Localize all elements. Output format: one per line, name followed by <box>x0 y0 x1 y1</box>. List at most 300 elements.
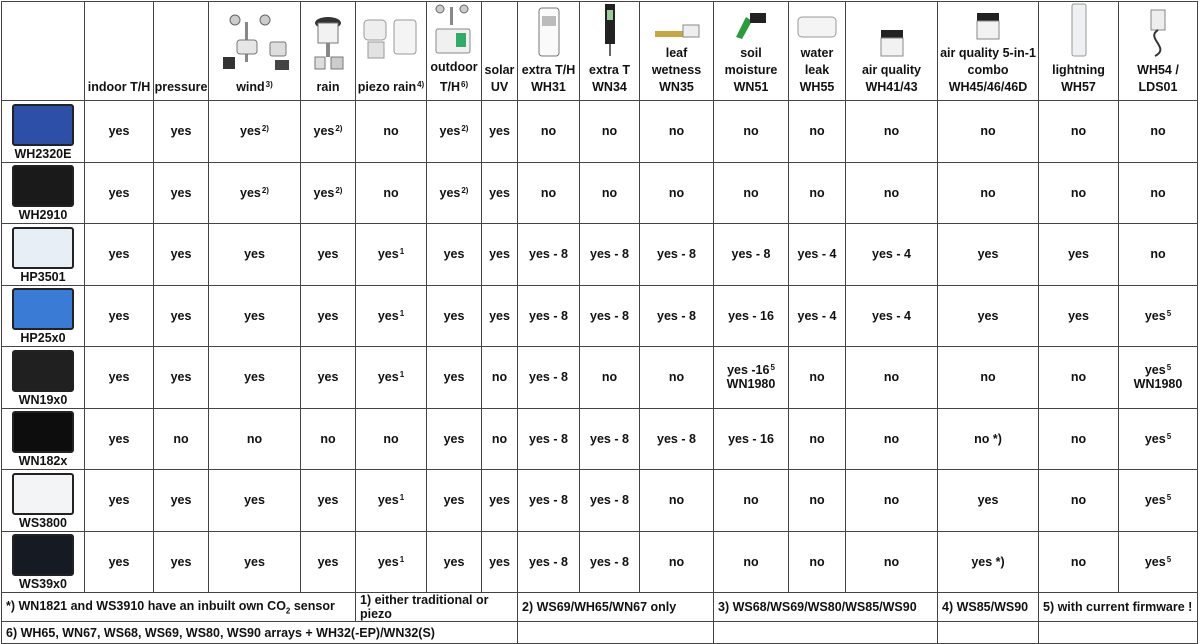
col-indoor-th: indoor T/H <box>85 2 154 101</box>
footnote-4: 4) WS85/WS90 <box>938 593 1039 622</box>
support-value: no <box>809 431 825 446</box>
outdoor-th-image <box>430 3 478 55</box>
product-name: WH2320E <box>14 146 72 161</box>
support-cell <box>789 470 846 532</box>
support-value: yes <box>1144 554 1166 569</box>
support-value: no <box>383 124 399 139</box>
support-value: no <box>980 124 996 139</box>
footnote-empty-a <box>518 622 714 644</box>
support-value: yes <box>313 185 335 200</box>
support-cell <box>580 347 640 409</box>
product-name: WS39x0 <box>19 577 67 591</box>
support-value: no <box>601 124 618 139</box>
support-cell <box>789 101 846 163</box>
support-cell <box>518 101 580 163</box>
support-cell <box>85 224 154 286</box>
footnote-ref: 5 <box>1166 554 1172 564</box>
wn34-image <box>602 2 618 58</box>
support-value: yes <box>108 431 130 446</box>
support-cell <box>1119 101 1198 163</box>
support-value: no <box>1070 554 1087 569</box>
col-wh31: extra T/H WH31 <box>518 2 580 101</box>
support-value: yes - 8 <box>529 370 568 385</box>
support-value: yes <box>377 370 399 385</box>
col-wn35: leaf wetness WN35 <box>640 2 714 101</box>
support-value: yes <box>240 185 261 200</box>
support-cell <box>85 101 154 163</box>
product-name: HP25x0 <box>20 331 66 345</box>
table-row <box>2 101 1198 163</box>
support-cell <box>482 285 518 347</box>
col-wn51: soil moisture WN51 <box>714 2 789 101</box>
support-value: no <box>883 370 900 385</box>
footnote-5: 5) with current firmware ! <box>1039 593 1198 622</box>
support-value: yes <box>377 308 399 323</box>
support-cell <box>938 285 1039 347</box>
support-cell <box>1119 531 1198 593</box>
support-value: yes - 16 <box>728 308 774 323</box>
support-value: yes - 8 <box>590 554 629 569</box>
support-value: yes <box>377 493 399 508</box>
support-value: yes <box>170 493 192 508</box>
support-value: yes <box>1144 493 1166 508</box>
support-value: no <box>1070 370 1087 385</box>
support-cell <box>518 531 580 593</box>
support-value: no <box>540 124 557 139</box>
support-cell <box>518 162 580 224</box>
support-value: yes <box>108 247 130 262</box>
support-cell <box>938 101 1039 163</box>
support-value: yes <box>1144 363 1166 378</box>
support-value: yes <box>443 308 465 323</box>
support-value: yes <box>108 308 130 323</box>
support-value: yes <box>317 247 339 262</box>
support-cell <box>427 408 482 470</box>
support-value: yes <box>443 554 465 569</box>
support-value: no <box>668 370 685 385</box>
support-cell <box>714 162 789 224</box>
support-cell <box>85 285 154 347</box>
product-cell <box>2 101 85 163</box>
support-value: yes <box>1144 431 1166 446</box>
support-value: no <box>883 124 900 139</box>
support-cell <box>356 408 427 470</box>
support-value: no <box>491 431 508 446</box>
support-cell <box>301 101 356 163</box>
support-cell <box>427 285 482 347</box>
support-value: yes - 8 <box>590 431 629 446</box>
support-value: yes <box>108 554 130 569</box>
wn35-image <box>653 21 701 41</box>
support-value: no <box>809 185 825 200</box>
footnote-empty-c <box>938 622 1039 644</box>
product-cell <box>2 531 85 593</box>
support-value: yes - 4 <box>872 247 911 262</box>
support-cell <box>154 224 209 286</box>
support-value: yes <box>439 124 461 139</box>
support-cell <box>154 101 209 163</box>
support-cell <box>209 408 301 470</box>
support-cell <box>1039 531 1119 593</box>
console-image <box>12 165 74 207</box>
support-cell <box>154 347 209 409</box>
support-cell <box>154 285 209 347</box>
support-cell <box>789 285 846 347</box>
table-row <box>2 531 1198 593</box>
support-value: no <box>668 124 685 139</box>
support-cell <box>356 347 427 409</box>
support-cell <box>846 347 938 409</box>
table-row <box>2 224 1198 286</box>
support-value: no <box>668 185 685 200</box>
support-value: no <box>540 185 557 200</box>
support-value: yes <box>244 554 265 569</box>
support-value: no <box>743 493 759 508</box>
piezo-sensor-image <box>358 14 424 72</box>
support-cell <box>209 101 301 163</box>
support-value: yes - 8 <box>657 431 696 446</box>
support-cell <box>154 531 209 593</box>
support-cell <box>427 224 482 286</box>
support-cell <box>209 285 301 347</box>
support-value: no <box>883 554 900 569</box>
col-outdoor-th: outdoor $T/H^{6)}$ <box>427 2 482 101</box>
support-cell <box>209 470 301 532</box>
support-value: yes - 8 <box>657 247 696 262</box>
support-value: no <box>743 554 759 569</box>
support-cell <box>938 470 1039 532</box>
footnote-ref: 5 <box>1166 431 1172 441</box>
support-cell <box>482 347 518 409</box>
support-cell <box>846 101 938 163</box>
support-cell <box>301 531 356 593</box>
support-cell <box>580 285 640 347</box>
support-cell <box>427 470 482 532</box>
support-cell <box>846 408 938 470</box>
support-cell <box>714 101 789 163</box>
corner-cell <box>2 2 85 101</box>
support-cell <box>938 224 1039 286</box>
header-row <box>2 2 1198 101</box>
support-value: no <box>809 554 825 569</box>
footnote-3: 3) WS68/WS69/WS80/WS85/WS90 <box>714 593 938 622</box>
support-cell <box>1119 347 1198 409</box>
console-image <box>12 227 74 269</box>
support-value: yes <box>977 247 999 262</box>
support-cell <box>1119 470 1198 532</box>
product-cell <box>2 285 85 347</box>
support-cell <box>846 224 938 286</box>
support-cell <box>154 408 209 470</box>
table-row <box>2 162 1198 224</box>
support-value: no *) <box>974 431 1002 446</box>
support-value: yes <box>244 247 265 262</box>
footnote-ref: 5 <box>1166 308 1172 318</box>
support-value: no <box>320 431 336 446</box>
support-value: yes <box>489 308 510 323</box>
support-cell <box>580 101 640 163</box>
support-cell <box>640 347 714 409</box>
support-value: yes - 4 <box>797 247 837 262</box>
support-cell <box>789 162 846 224</box>
footnote-ref: 5 <box>770 363 775 373</box>
compatibility-table <box>1 1 1198 644</box>
support-cell <box>580 162 640 224</box>
support-value: yes - 8 <box>529 554 568 569</box>
console-image <box>12 534 74 576</box>
footnote-empty-d <box>1039 622 1198 644</box>
support-value: yes <box>170 370 192 385</box>
support-value: yes <box>439 185 461 200</box>
table-row <box>2 408 1198 470</box>
support-value: yes <box>313 124 335 139</box>
support-value: yes <box>377 247 399 262</box>
support-cell <box>1119 285 1198 347</box>
support-value: yes - 8 <box>529 493 568 508</box>
support-cell <box>154 162 209 224</box>
support-cell <box>518 347 580 409</box>
support-value: yes *) <box>971 554 1005 569</box>
support-cell <box>938 162 1039 224</box>
support-cell <box>714 470 789 532</box>
support-value: no <box>1070 124 1087 139</box>
support-value: yes <box>1068 247 1089 262</box>
support-cell <box>714 347 789 409</box>
support-cell <box>1119 408 1198 470</box>
support-value: no <box>809 493 825 508</box>
footnote-ref: 2) <box>261 185 269 195</box>
product-cell <box>2 162 85 224</box>
support-value: yes <box>317 370 339 385</box>
support-value: no <box>809 370 825 385</box>
col-wind: wind$^{3)}$ <box>209 2 301 101</box>
footnote-star: *) WN1821 and WS3910 have an inbuilt own $CO_2$ sensor <box>2 593 356 622</box>
footnote-empty-b <box>714 622 938 644</box>
wh41-image <box>877 28 907 58</box>
support-cell <box>640 408 714 470</box>
support-value: no <box>1070 185 1087 200</box>
table-row <box>2 347 1198 409</box>
support-value: yes - 8 <box>529 431 568 446</box>
support-cell <box>154 470 209 532</box>
support-cell <box>846 285 938 347</box>
support-value: no <box>246 431 263 446</box>
support-cell <box>846 470 938 532</box>
support-cell <box>482 531 518 593</box>
footnote-ref: 2) <box>261 124 269 134</box>
wh54-image <box>1141 8 1175 58</box>
support-cell <box>518 224 580 286</box>
support-cell <box>1039 408 1119 470</box>
support-cell <box>640 470 714 532</box>
support-value: yes <box>244 308 265 323</box>
support-cell <box>301 347 356 409</box>
support-value: no <box>383 431 399 446</box>
support-cell <box>482 224 518 286</box>
support-cell <box>85 408 154 470</box>
support-value: yes <box>377 554 399 569</box>
support-value: no <box>1070 431 1087 446</box>
col-piezo-rain: piezo rain$^{4)}$ <box>356 2 427 101</box>
support-cell <box>938 347 1039 409</box>
support-cell <box>1119 162 1198 224</box>
product-name: WN19x0 <box>18 392 68 407</box>
support-value: no <box>1150 247 1166 262</box>
footnote-row-2 <box>2 622 1198 644</box>
support-value: yes <box>170 554 192 569</box>
footnote-ref: 2) <box>461 185 469 195</box>
footnote-ref: 1 <box>399 493 405 503</box>
support-cell <box>427 531 482 593</box>
support-value: yes - 4 <box>797 308 837 323</box>
support-cell <box>356 470 427 532</box>
support-cell <box>85 470 154 532</box>
support-value: yes <box>443 493 465 508</box>
footnote-ref: 5 <box>1166 493 1172 503</box>
product-cell <box>2 408 85 470</box>
support-cell <box>789 224 846 286</box>
support-cell <box>1039 470 1119 532</box>
support-value: yes <box>489 493 510 508</box>
support-value: no <box>668 493 685 508</box>
support-cell <box>846 531 938 593</box>
support-cell <box>714 531 789 593</box>
product-name: WH2910 <box>18 208 68 222</box>
support-cell <box>209 162 301 224</box>
support-value: yes - 8 <box>657 308 696 323</box>
support-cell <box>301 408 356 470</box>
support-value: yes <box>317 308 339 323</box>
col-solar-uv: solar UV <box>482 2 518 101</box>
support-value: no <box>383 185 399 200</box>
support-cell <box>846 162 938 224</box>
support-value: yes <box>489 185 510 200</box>
wh45-image <box>973 11 1003 41</box>
col-wh45: air quality 5-in-1 combo WH45/46/46D <box>938 2 1039 101</box>
support-value: no <box>883 185 900 200</box>
support-value: no <box>1070 493 1087 508</box>
support-cell <box>301 470 356 532</box>
support-cell <box>640 162 714 224</box>
support-cell <box>1039 347 1119 409</box>
support-cell <box>356 162 427 224</box>
support-cell <box>1039 224 1119 286</box>
support-cell <box>209 224 301 286</box>
support-cell <box>580 531 640 593</box>
support-value: yes - 4 <box>872 308 911 323</box>
support-value: yes <box>170 247 192 262</box>
support-value: yes - 8 <box>529 247 568 262</box>
support-cell <box>1039 162 1119 224</box>
support-cell <box>427 162 482 224</box>
support-value: no <box>1150 124 1166 139</box>
footnote-ref: 2) <box>461 124 469 134</box>
support-value: yes - 8 <box>590 493 629 508</box>
support-cell <box>640 224 714 286</box>
col-wh57: lightning WH57 <box>1039 2 1119 101</box>
footnote-ref: 1 <box>399 247 405 257</box>
support-value: yes <box>108 185 130 200</box>
product-cell <box>2 224 85 286</box>
footnote-2: 2) WS69/WH65/WN67 only <box>518 593 714 622</box>
support-cell <box>518 285 580 347</box>
support-cell <box>427 347 482 409</box>
support-value: yes <box>244 493 265 508</box>
footnote-row-1 <box>2 593 1198 622</box>
support-value: no <box>601 185 618 200</box>
support-value: yes -16 <box>727 363 770 378</box>
console-image <box>12 411 74 453</box>
support-cell <box>85 347 154 409</box>
support-value: no <box>668 554 685 569</box>
support-value: yes <box>108 493 130 508</box>
support-value: yes - 8 <box>590 308 629 323</box>
col-wn34: extra T WN34 <box>580 2 640 101</box>
support-value: no <box>809 124 825 139</box>
col-wh41: air quality WH41/43 <box>846 2 938 101</box>
support-cell <box>482 408 518 470</box>
support-cell <box>301 285 356 347</box>
support-value: yes <box>977 493 999 508</box>
support-value: yes - 8 <box>590 247 629 262</box>
support-value: no <box>1150 185 1166 200</box>
support-cell <box>427 101 482 163</box>
support-value: no <box>883 431 900 446</box>
table-row <box>2 470 1198 532</box>
support-value: yes <box>317 493 339 508</box>
support-value: no <box>883 493 900 508</box>
support-cell <box>714 224 789 286</box>
support-value: yes <box>240 124 261 139</box>
footnote-ref: 2) <box>335 185 343 195</box>
support-cell <box>640 531 714 593</box>
support-value: yes <box>170 185 192 200</box>
col-wh55: water leak WH55 <box>789 2 846 101</box>
support-value: yes <box>1068 308 1089 323</box>
footnote-ref: 1 <box>399 370 405 380</box>
support-cell <box>518 408 580 470</box>
table-row <box>2 285 1198 347</box>
support-value: yes - 8 <box>731 247 771 262</box>
support-cell <box>714 285 789 347</box>
wn51-image <box>732 11 770 41</box>
support-cell <box>789 408 846 470</box>
support-cell <box>640 285 714 347</box>
support-cell <box>85 162 154 224</box>
support-cell <box>356 531 427 593</box>
support-value: yes <box>443 247 465 262</box>
support-cell <box>789 347 846 409</box>
support-cell <box>482 162 518 224</box>
footnote-ref: 5 <box>1166 363 1172 373</box>
support-value: yes <box>443 370 465 385</box>
support-cell <box>209 347 301 409</box>
support-model: WN1980 <box>1133 377 1183 392</box>
support-value: no <box>601 370 618 385</box>
support-value: yes - 16 <box>728 431 774 446</box>
support-value: no <box>980 370 996 385</box>
console-image <box>12 350 74 392</box>
support-model: WN1980 <box>726 377 776 392</box>
support-cell <box>580 470 640 532</box>
footnote-6: 6) WH65, WN67, WS68, WS69, WS80, WS90 arrays + WH32(-EP)/WN32(S) <box>2 622 518 644</box>
support-value: no <box>743 124 759 139</box>
product-name: WN182x <box>18 454 68 468</box>
support-value: yes <box>108 124 130 139</box>
support-cell <box>938 531 1039 593</box>
support-value: yes <box>489 124 510 139</box>
support-cell <box>640 101 714 163</box>
